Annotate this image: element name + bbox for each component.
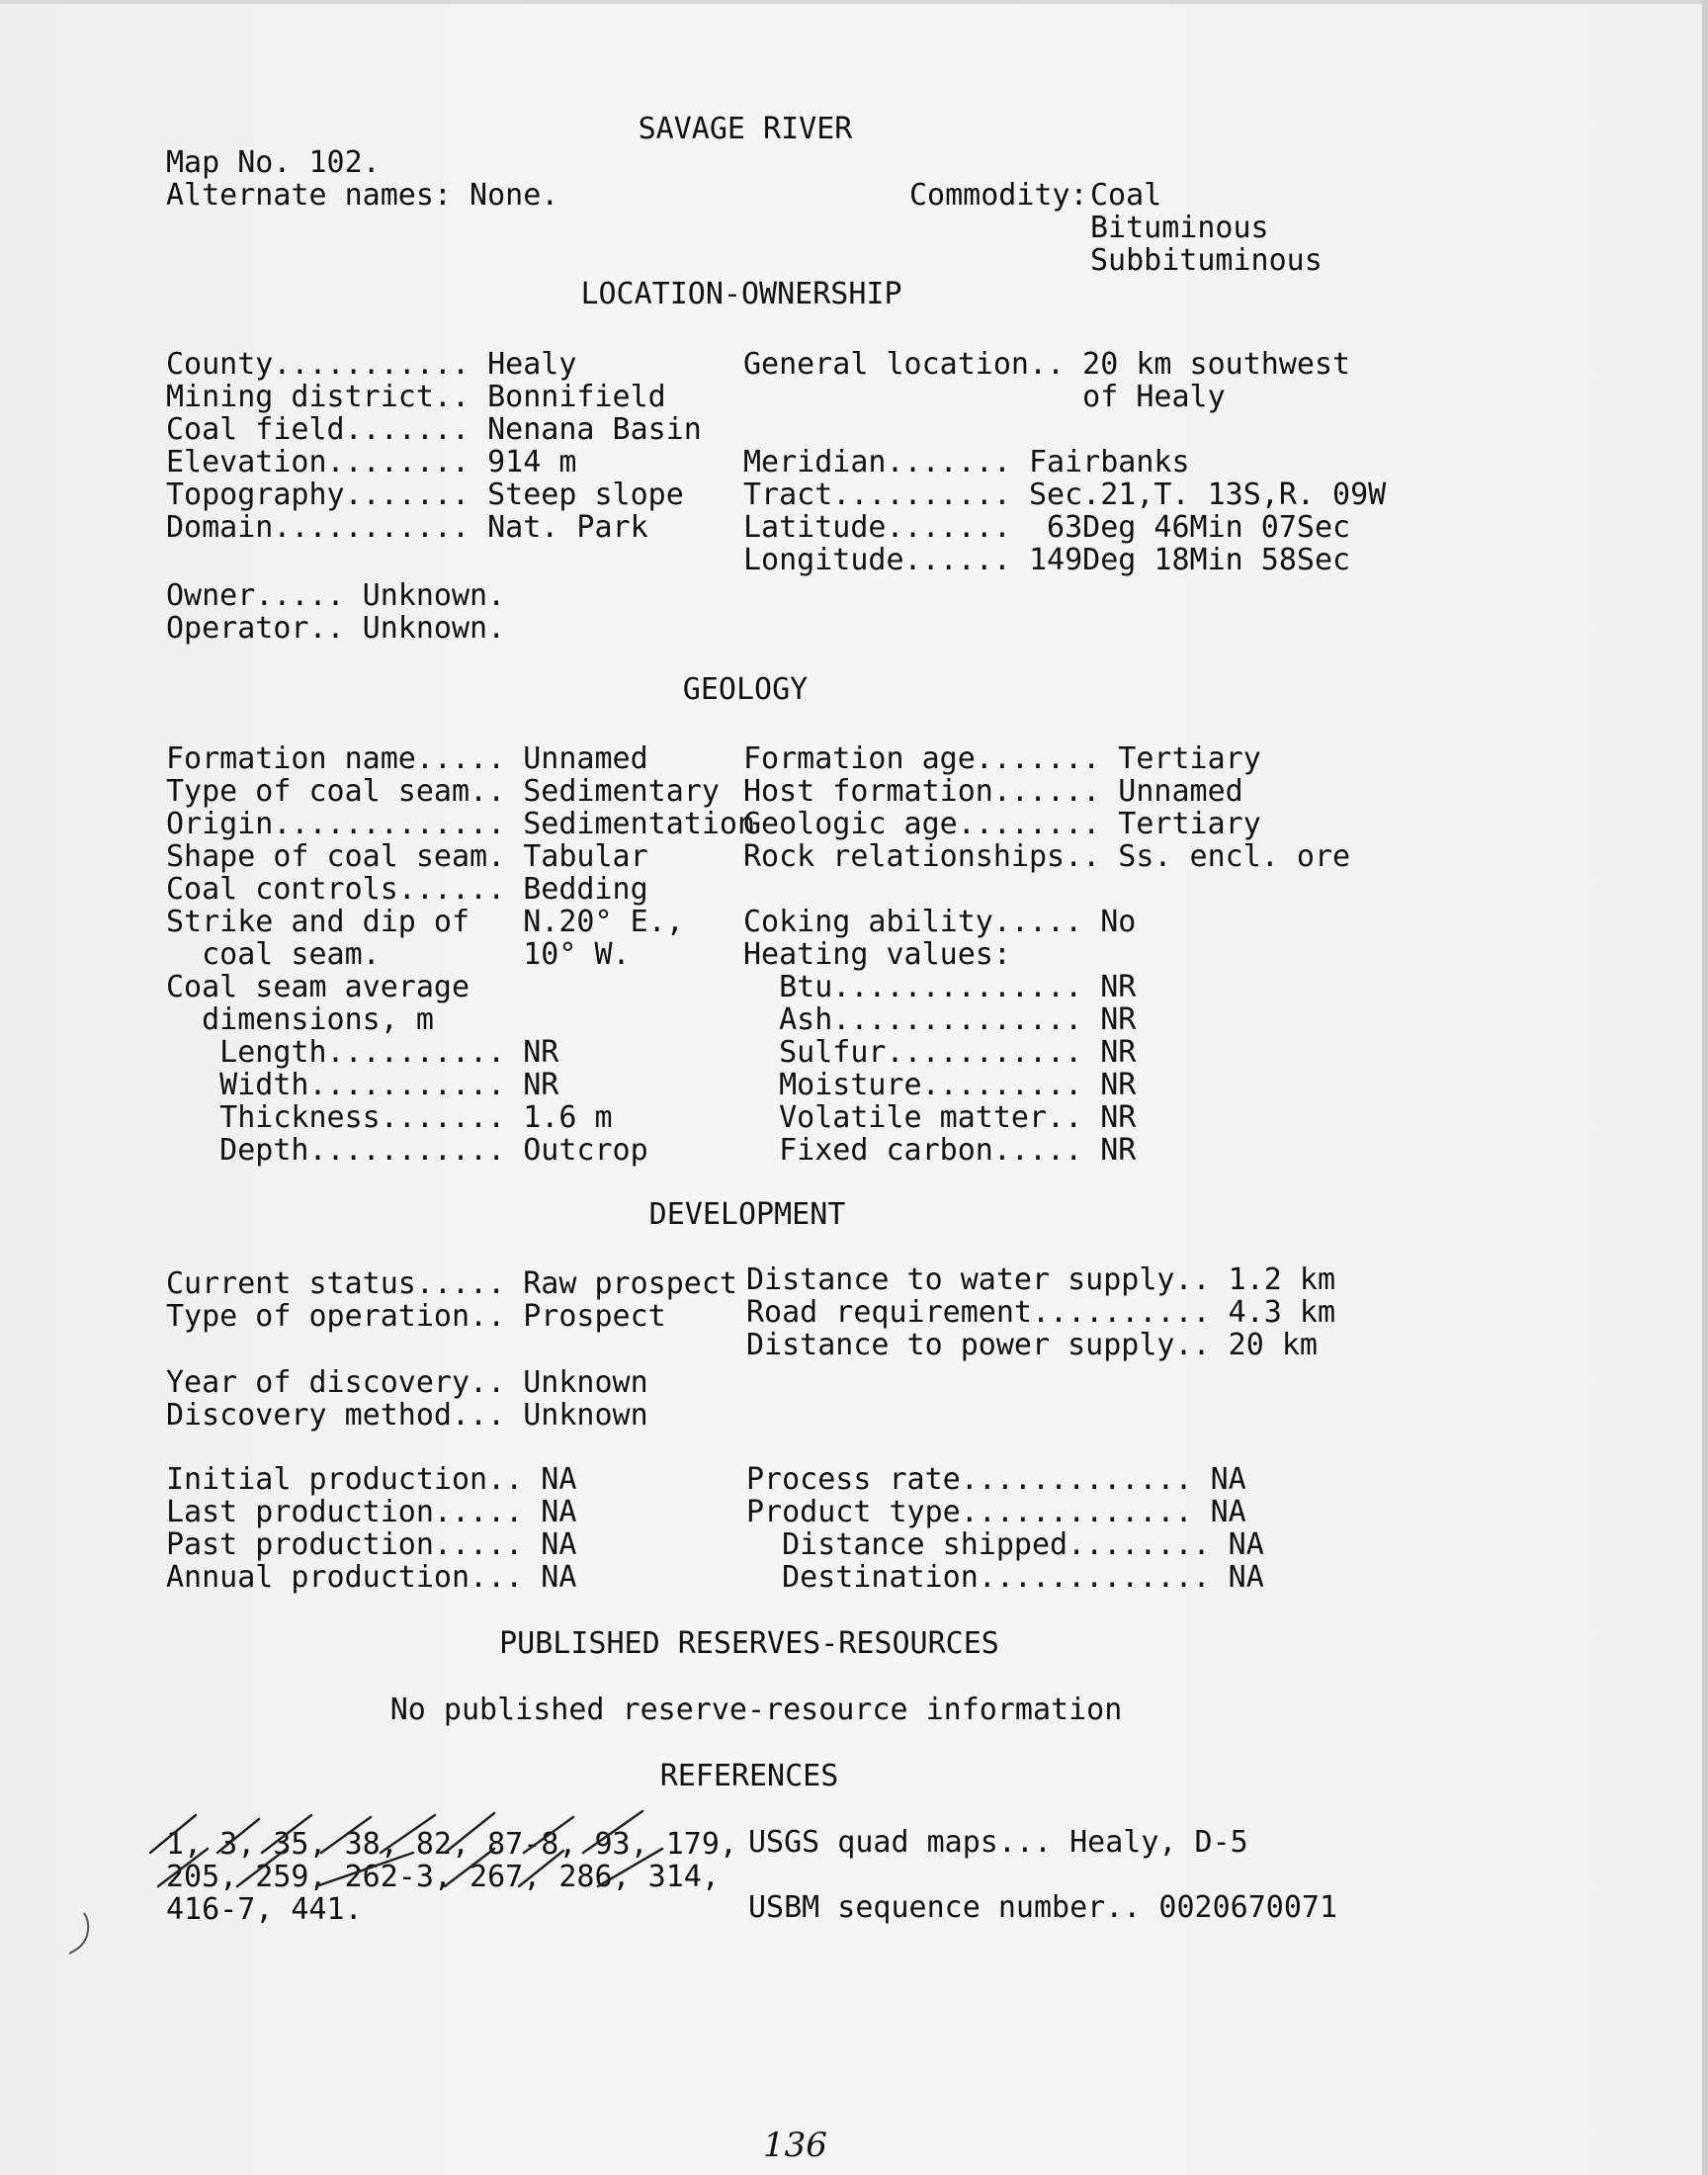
- geology-field: Ash.............. NR: [743, 1002, 1137, 1037]
- location-field: Longitude...... 149Deg 18Min 58Sec: [743, 543, 1351, 577]
- development-field: Distance to water supply.. 1.2 km: [746, 1262, 1336, 1297]
- geology-field: Formation name..... Unnamed: [166, 741, 648, 776]
- location-field: Domain........... Nat. Park: [166, 510, 648, 545]
- section-heading-references: REFERENCES: [659, 1759, 839, 1793]
- geology-field: Strike and dip of N.20° E.,: [166, 905, 684, 939]
- geology-field: Type of coal seam.. Sedimentary: [166, 774, 720, 809]
- geology-field: Origin............. Sedimentation: [166, 807, 756, 841]
- geology-field: Btu.............. NR: [743, 970, 1137, 1004]
- geology-field: dimensions, m: [166, 1002, 434, 1037]
- reference-list-line: 1, 3, 35, 38, 82, 87-8, 93, 179,: [166, 1827, 737, 1862]
- geology-field: Length.......... NR: [166, 1035, 559, 1070]
- scan-edge-right: [1702, 0, 1708, 2175]
- location-field: Topography....... Steep slope: [166, 478, 684, 512]
- geology-field: Host formation...... Unnamed: [743, 774, 1243, 809]
- geology-field: Depth........... Outcrop: [166, 1133, 648, 1168]
- handwritten-strikethroughs: [148, 1809, 722, 1928]
- geology-field: Sulfur........... NR: [743, 1035, 1137, 1070]
- location-field: Meridian....... Fairbanks: [743, 445, 1190, 479]
- geology-field: Thickness....... 1.6 m: [166, 1100, 613, 1135]
- commodity-value: Subbituminous: [1090, 243, 1323, 278]
- page-number: 136: [763, 2126, 827, 2165]
- production-field: Distance shipped........ NA: [746, 1527, 1264, 1562]
- operator-field: Operator.. Unknown.: [166, 611, 506, 646]
- location-field: Coal field....... Nenana Basin: [166, 412, 702, 447]
- reference-list-line: 205, 259, 262-3, 267, 286, 314,: [166, 1860, 720, 1894]
- location-field: County........... Healy: [166, 347, 577, 382]
- reference-list-line: 416-7, 441.: [166, 1892, 363, 1927]
- usbm-sequence-number: USBM sequence number.. 0020670071: [748, 1890, 1338, 1925]
- geology-field: Width........... NR: [166, 1068, 559, 1102]
- geology-field: Rock relationships.. Ss. encl. ore: [743, 839, 1351, 874]
- production-field: Product type............. NA: [746, 1495, 1246, 1529]
- geology-field: Fixed carbon..... NR: [743, 1133, 1137, 1168]
- geology-field: Volatile matter.. NR: [743, 1100, 1137, 1135]
- geology-field: coal seam. 10° W.: [166, 937, 631, 972]
- geology-field: Heating values:: [743, 937, 1011, 972]
- commodity-label: Commodity:: [909, 178, 1088, 213]
- geology-field: Shape of coal seam. Tabular: [166, 839, 648, 874]
- location-field: Elevation........ 914 m: [166, 445, 577, 479]
- location-field: of Healy: [743, 380, 1226, 414]
- map-number: Map No. 102.: [166, 145, 381, 180]
- geology-field: Moisture......... NR: [743, 1068, 1137, 1102]
- commodity-value: Bituminous: [1090, 211, 1269, 245]
- development-field: Distance to power supply.. 20 km: [746, 1328, 1318, 1362]
- location-field: Latitude....... 63Deg 46Min 07Sec: [743, 510, 1351, 545]
- geology-field: Formation age....... Tertiary: [743, 741, 1261, 776]
- geology-field: Coking ability..... No: [743, 905, 1137, 939]
- alternate-names: Alternate names: None.: [166, 178, 559, 213]
- development-field: Type of operation.. Prospect: [166, 1299, 666, 1334]
- location-field: Tract.......... Sec.21,T. 13S,R. 09W: [743, 478, 1387, 512]
- margin-mark: [59, 1908, 109, 1967]
- production-field: Initial production.. NA: [166, 1462, 577, 1497]
- location-field: General location.. 20 km southwest: [743, 347, 1351, 382]
- development-field: Current status..... Raw prospect: [166, 1266, 737, 1301]
- commodity-value: Coal: [1090, 178, 1162, 213]
- geology-field: Geologic age........ Tertiary: [743, 807, 1261, 841]
- development-field: Discovery method... Unknown: [166, 1398, 648, 1433]
- production-field: Process rate............. NA: [746, 1462, 1246, 1497]
- scan-edge-top: [0, 0, 1708, 4]
- location-field: Mining district.. Bonnifield: [166, 380, 666, 414]
- section-heading-geology: GEOLOGY: [682, 672, 809, 707]
- usgs-quad-maps: USGS quad maps... Healy, D-5: [748, 1825, 1248, 1860]
- document-title: SAVAGE RIVER: [638, 112, 853, 146]
- development-field: Year of discovery.. Unknown: [166, 1365, 648, 1400]
- section-heading-development: DEVELOPMENT: [648, 1197, 846, 1232]
- production-field: Past production..... NA: [166, 1527, 577, 1562]
- production-field: Last production..... NA: [166, 1495, 577, 1529]
- geology-field: Coal seam average: [166, 970, 470, 1004]
- section-heading-location-ownership: LOCATION-OWNERSHIP: [580, 277, 902, 311]
- development-field: Road requirement.......... 4.3 km: [746, 1295, 1336, 1330]
- geology-field: Coal controls...... Bedding: [166, 872, 648, 907]
- reserves-text: No published reserve-resource information: [389, 1693, 1123, 1727]
- section-heading-reserves: PUBLISHED RESERVES-RESOURCES: [499, 1626, 999, 1661]
- production-field: Destination............. NA: [746, 1560, 1264, 1595]
- production-field: Annual production... NA: [166, 1560, 577, 1595]
- owner-field: Owner..... Unknown.: [166, 578, 506, 613]
